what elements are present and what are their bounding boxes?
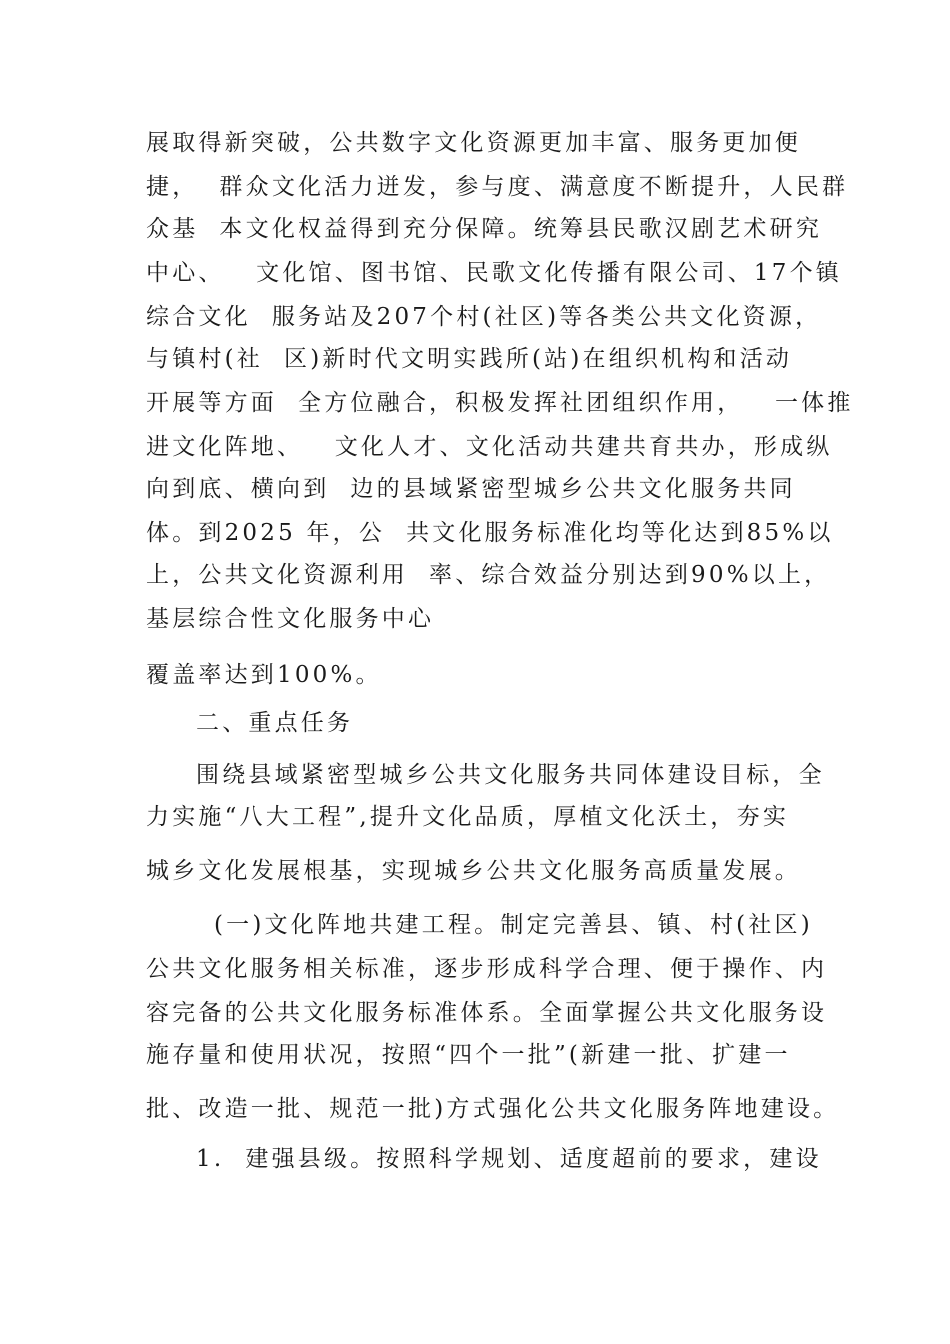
text-line: 捷， 群众文化活力迸发，参与度、满意度不断提升，人民群: [146, 174, 849, 200]
text-line: 综合文化 服务站及207个村(社区)等各类公共文化资源，: [146, 304, 822, 330]
text-line: 展取得新突破，公共数字文化资源更加丰富、服务更加便: [146, 130, 801, 156]
text-line: 中心、 文化馆、图书馆、民歌文化传播有限公司、17个镇: [146, 260, 842, 286]
text-line: 众基 本文化权益得到充分保障。统筹县民歌汉剧艺术研究: [146, 216, 823, 242]
text-line: 批、改造一批、规范一批)方式强化公共文化服务阵地建设。: [146, 1096, 840, 1122]
text-line: 城乡文化发展根基，实现城乡公共文化服务高质量发展。: [146, 858, 801, 884]
text-line: 施存量和使用状况，按照“四个一批”(新建一批、扩建一: [146, 1042, 791, 1068]
text-line: 开展等方面 全方位融合，积极发挥社团组织作用， 一体推: [146, 390, 854, 416]
text-line: (一)文化阵地共建工程。制定完善县、镇、村(社区): [214, 912, 813, 938]
text-line: 上，公共文化资源利用 率、综合效益分别达到90%以上，: [146, 562, 831, 588]
text-line: 力实施“八大工程”,提升文化品质，厚植文化沃土，夯实: [146, 804, 790, 830]
text-line: 公共文化服务相关标准，逐步形成科学合理、便于操作、内: [146, 956, 828, 982]
text-line: 容完备的公共文化服务标准体系。全面掌握公共文化服务设: [146, 1000, 828, 1026]
text-line: 与镇村(社 区)新时代文明实践所(站)在组织机构和活动: [146, 346, 793, 372]
text-line: 围绕县域紧密型城乡公共文化服务共同体建设目标，全: [196, 762, 825, 788]
text-line: 进文化阵地、 文化人才、文化活动共建共育共办，形成纵: [146, 434, 833, 460]
text-line: 基层综合性文化服务中心: [146, 606, 435, 632]
text-line: 体。到2025 年，公 共文化服务标准化均等化达到85%以: [146, 520, 834, 546]
text-line: 1. 建强县级。按照科学规划、适度超前的要求，建设: [196, 1146, 822, 1172]
text-line: 向到底、横向到 边的县域紧密型城乡公共文化服务共同: [146, 476, 796, 502]
section-heading: 二、重点任务: [196, 710, 354, 736]
text-line: 覆盖率达到100%。: [146, 662, 382, 688]
